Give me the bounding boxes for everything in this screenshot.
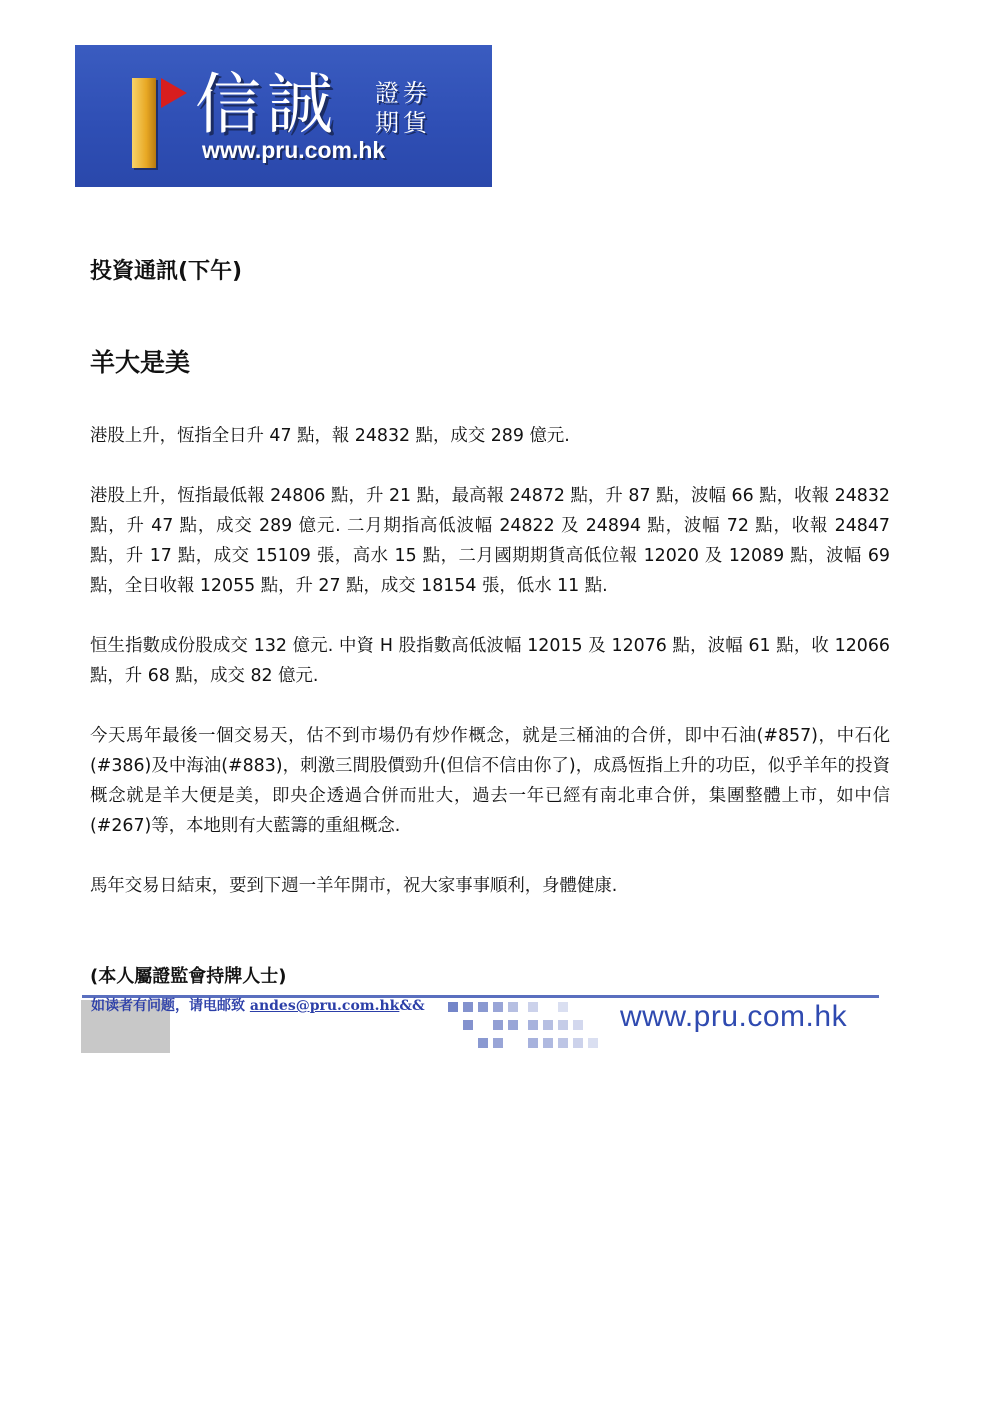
license-note: (本人屬證監會持牌人士)	[90, 966, 287, 987]
logo-brand-name: 信誠	[195, 66, 339, 143]
section-title: 投資通訊(下午)	[90, 259, 243, 284]
contact-suffix: &&	[399, 998, 425, 1014]
footer-url: www.pru.com.hk	[620, 1000, 848, 1033]
logo-tagline-securities: 證券	[375, 79, 431, 107]
paragraph-hshares: 恒生指數成份股成交 132 億元. 中資 H 股指數高低波幅 12015 及 12076 點，波幅 61 點，收 12066 點，升 68 點，成交 82 億元.	[90, 636, 890, 686]
logo-red-flag-icon	[161, 78, 187, 108]
paragraph-closing: 馬年交易日結束，要到下週一羊年開市，祝大家事事順利，身體健康.	[90, 876, 618, 896]
contact-line	[91, 995, 425, 1015]
paragraph-commentary: 今天馬年最後一個交易天，估不到市場仍有炒作概念，就是三桶油的合併，即中石油(#857)，中石化(#386)及中海油(#883)，刺激三間股價勁升(但信不信由你了)，成爲恆指上升的功臣，似乎羊年的投資概念就是羊大便是美，即央企透過合併而壯大，過去一年已經有南北車合併，集團整體上市，如中信(#267)等，本地則有大藍籌的重組概念.	[90, 726, 890, 836]
company-logo-banner	[75, 45, 492, 187]
article-title: 羊大是美	[90, 348, 191, 377]
article-body	[90, 421, 890, 931]
contact-email-link[interactable]: andes@pru.com.hk	[249, 998, 400, 1014]
contact-prefix: 如读者有问题，请电邮致	[91, 998, 245, 1014]
paragraph-summary: 港股上升，恆指全日升 47 點，報 24832 點，成交 289 億元.	[90, 426, 570, 446]
logo-tagline	[375, 78, 439, 138]
logo-tagline-futures: 期貨	[375, 109, 431, 137]
paragraph-index-detail: 港股上升，恆指最低報 24806 點，升 21 點，最高報 24872 點，升 87 點，波幅 66 點，收報 24832 點，升 47 點，成交 289 億元. 二月期指高低波幅 24822 及 24894 點，波幅 72 點，收報 24847 點，升 17 點，成交 15109 張，高水 15 點，二月國期期貨高低位報 12020 及 12089 點，波幅 69 點，全日收報 12055 點，升 27 點，成交 18154 張，低水 11 點.	[90, 486, 890, 596]
footer-dot-pattern-icon	[448, 1000, 618, 1055]
logo-gold-bar-icon	[132, 78, 156, 168]
logo-url: www.pru.com.hk	[202, 137, 386, 163]
